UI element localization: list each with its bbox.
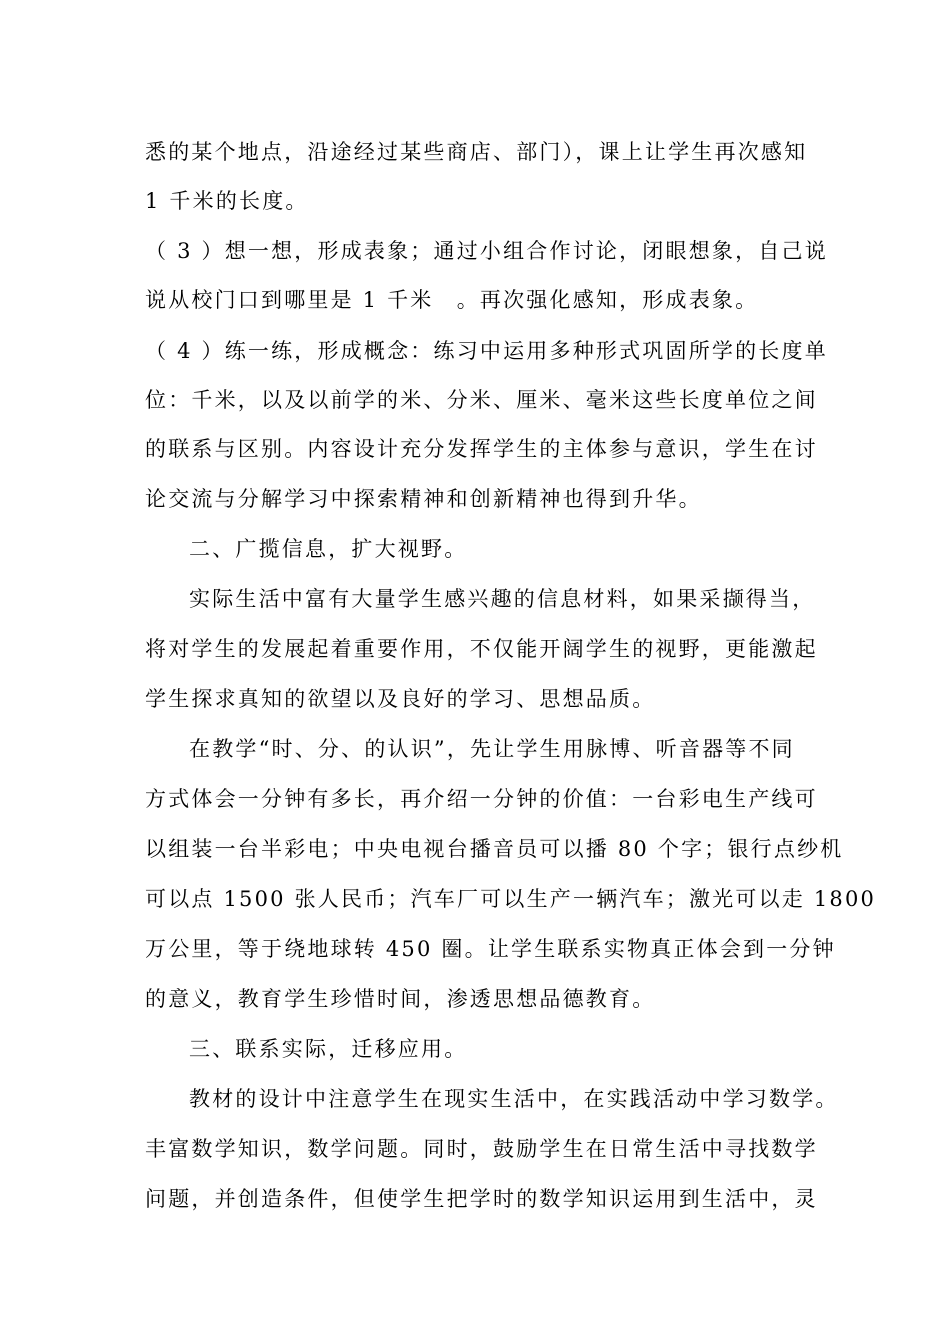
section-heading: 二、广揽信息，扩大视野。 (189, 537, 468, 561)
text-line: 以组装一台半彩电；中央电视台播音员可以播 80 个字；银行点纱机 (145, 837, 844, 861)
text-line: 论交流与分解学习中探索精神和创新精神也得到升华。 (145, 487, 702, 511)
section-heading: 三、联系实际，迁移应用。 (189, 1037, 468, 1061)
text-line: 说从校门口到哪里是 1 千米 。再次强化感知，形成表象。 (145, 288, 759, 312)
text-line: 将对学生的发展起着重要作用，不仅能开阔学生的视野，更能激起 (145, 637, 818, 661)
text-line: 教材的设计中注意学生在现实生活中，在实践活动中学习数学。 (189, 1087, 839, 1111)
text-line: 1 千米的长度。 (145, 189, 309, 213)
text-line: 实际生活中富有大量学生感兴趣的信息材料，如果采撷得当， (189, 587, 816, 611)
text-line: 的意义，教育学生珍惜时间，渗透思想品德教育。 (145, 987, 656, 1011)
text-line: 悉的某个地点，沿途经过某些商店、部门），课上让学生再次感知 (145, 140, 808, 164)
text-line: （ 4 ）练一练，形成概念：练习中运用多种形式巩固所学的长度单 (145, 339, 828, 363)
text-line: 学生探求真知的欲望以及良好的学习、思想品质。 (145, 687, 656, 711)
text-line: 在教学“时、分、的认识”，先让学生用脉博、听音器等不同 (189, 737, 795, 761)
text-line: 问题，并创造条件，但使学生把学时的数学知识运用到生活中，灵 (145, 1187, 818, 1211)
text-line: 丰富数学知识，数学问题。同时，鼓励学生在日常生活中寻找数学 (145, 1137, 818, 1161)
text-line: 的联系与区别。内容设计充分发挥学生的主体参与意识，学生在讨 (145, 437, 818, 461)
text-line: 可以点 1500 张人民币；汽车厂可以生产一辆汽车；激光可以走 1800 (145, 887, 877, 911)
text-line: 方式体会一分钟有多长，再介绍一分钟的价值：一台彩电生产线可 (145, 787, 818, 811)
text-line: （ 3 ）想一想，形成表象；通过小组合作讨论，闭眼想象，自己说 (145, 239, 828, 263)
text-line: 万公里，等于绕地球转 450 圈。让学生联系实物真正体会到一分钟 (145, 937, 836, 961)
text-line: 位：千米，以及以前学的米、分米、厘米、毫米这些长度单位之间 (145, 388, 818, 412)
